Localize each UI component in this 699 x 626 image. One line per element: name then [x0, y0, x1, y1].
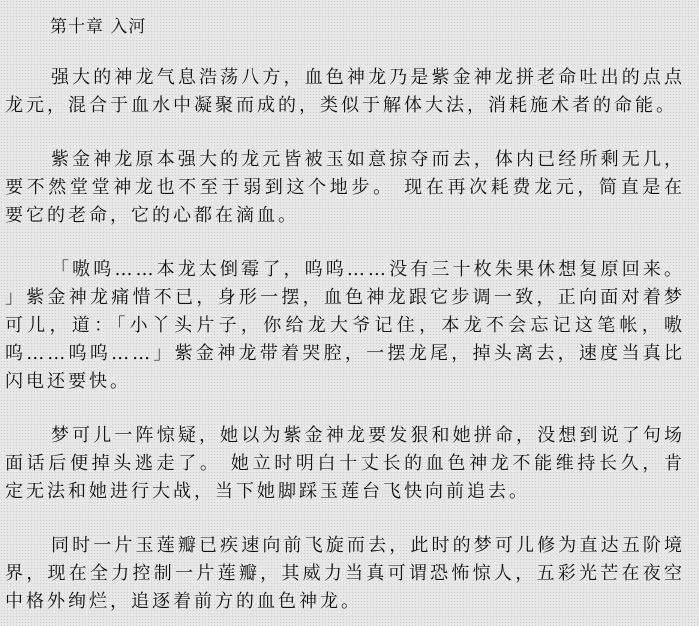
- paragraph-2: 紫金神龙原本强大的龙元皆被玉如意掠夺而去，体内已经所剩无几，要不然堂堂神龙也不至于弱到这个地步。 现在再次耗费龙元，简直是在要它的老命，它的心都在滴血。: [5, 149, 685, 226]
- paragraph-3: 「嗷呜……本龙太倒霉了，呜呜……没有三十枚朱果休想复原回来。 」紫金神龙痛惜不已，身形一摆，血色神龙跟它步调一致，正向面对着梦可儿，道：「小丫头片子，你给龙大爷记住，本龙不会忘记这笔帐，嗷呜……呜呜……」紫金神龙带着哭腔，一摆龙尾，掉头离去，速度当真比闪电还要快。: [5, 259, 685, 392]
- paragraph-1: 强大的神龙气息浩荡八方，血色神龙乃是紫金神龙拼老命吐出的点点龙元，混合于血水中凝聚而成的，类似于解体大法，消耗施术者的命能。: [5, 67, 685, 116]
- paragraph-4: 梦可儿一阵惊疑，她以为紫金神龙要发狠和她拼命，没想到说了句场面话后便掉头逃走了。 她立时明白十丈长的血色神龙不能维持长久，肯定无法和她进行大战，当下她脚踩玉莲台飞快向前追去。: [5, 425, 685, 502]
- paragraph-5: 同时一片玉莲瓣已疾速向前飞旋而去，此时的梦可儿修为直达五阶境界，现在全力控制一片莲瓣，其威力当真可谓恐怖惊人，五彩光芒在夜空中格外绚烂，追逐着前方的血色神龙。: [5, 535, 685, 612]
- chapter-title: 第十章 入河: [50, 17, 147, 37]
